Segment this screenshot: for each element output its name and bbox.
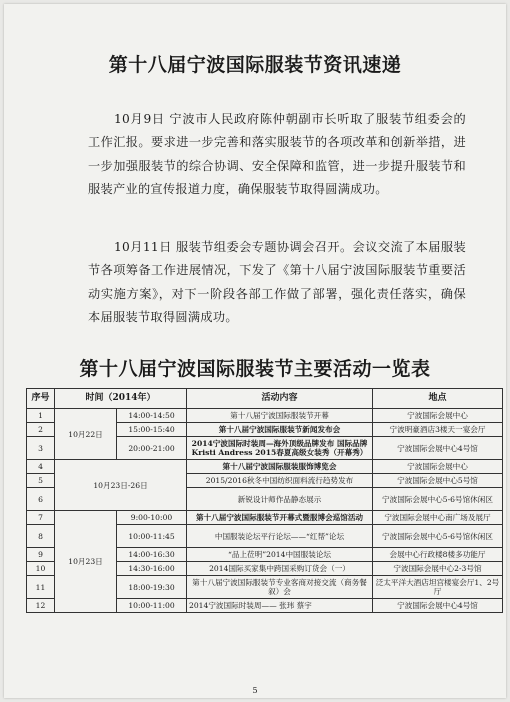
paragraph-2-text: 10月11日 服装节组委会专题协调会召开。会议交流了本届服装节各项筹备工作进展情况，下发了《第十八届宁波国际服装节重要活动实施方案》，对下一阶段各部工作做了部署，强化责任落实，确保本届服装节取得圆满成功。 (88, 240, 466, 325)
row-place: 宁波国际会展中心 (373, 460, 503, 474)
table-title: 第十八届宁波国际服装节主要活动一览表 (79, 358, 431, 380)
row-content: 中国服装论坛平行论坛——“红帮”论坛 (187, 525, 373, 548)
row-no: 11 (27, 576, 55, 599)
row-content: 2014宁波国际时装周—— 张玮 蔡宇 (187, 599, 373, 613)
row-place: 泛太平洋大酒店坦宫楼宴会厅1、2号厅 (373, 576, 503, 599)
row-no: 6 (27, 488, 55, 511)
row-place: 宁波国际会展中心4号馆 (373, 599, 503, 613)
row-place: 宁波国际会展中心2-3号馆 (373, 562, 503, 576)
table-row (27, 409, 503, 423)
page-number: 5 (252, 686, 258, 695)
row-no: 7 (27, 511, 55, 525)
header-time: 时间（2014年） (55, 389, 187, 409)
row-content: 第十八届宁波国际服装节开幕式暨服博会巡馆活动 (187, 511, 373, 525)
row-no: 9 (27, 548, 55, 562)
row-place: 宁波国际会展中心 (373, 409, 503, 423)
row-place: 宁波国际会展中心南广场及展厅 (373, 511, 503, 525)
page-title: 第十八届宁波国际服装节资讯速递 (108, 54, 402, 76)
activities-table (26, 388, 503, 613)
row-time: 20:00-21:00 (117, 437, 187, 460)
row-content: 第十八届宁波国际服装服饰博览会 (187, 460, 373, 474)
document-page (4, 4, 506, 698)
table-header-row (27, 389, 503, 409)
row-no: 10 (27, 562, 55, 576)
row-place: 会展中心行政楼8楼多功能厅 (373, 548, 503, 562)
header-content: 活动内容 (187, 389, 373, 409)
row-place: 宁波国际会展中心4号馆 (373, 437, 503, 460)
row-content: 2015/2016秋冬中国纺织面料流行趋势发布 (187, 474, 373, 488)
row-no: 12 (27, 599, 55, 613)
row-time: 14:00-16:30 (117, 548, 187, 562)
row-content: 2014宁波国际时装周—海外顶级品牌发布 国际品牌Kristi Andress 2015春夏高级女装秀（开幕秀） (187, 437, 373, 460)
paragraph-2 (88, 236, 466, 330)
row-time: 18:00-19:30 (117, 576, 187, 599)
row-no: 3 (27, 437, 55, 460)
row-place: 宁波国际会展中心5-6号馆休闲区 (373, 525, 503, 548)
row-no: 5 (27, 474, 55, 488)
row-no: 8 (27, 525, 55, 548)
row-place: 宁波明豪酒店3楼天一宴会厅 (373, 423, 503, 437)
row-time: 14:00-14:50 (117, 409, 187, 423)
row-time: 14:30-16:00 (117, 562, 187, 576)
header-place: 地点 (373, 389, 503, 409)
row-content: “品上莅明”2014中国服装论坛 (187, 548, 373, 562)
row-content: 第十八届宁波国际服装节开幕 (187, 409, 373, 423)
row-place: 宁波国际会展中心5-6号馆休闲区 (373, 488, 503, 511)
table-row (27, 460, 503, 474)
row-content: 2014国际买家集中跨国采购订货会（一） (187, 562, 373, 576)
paragraph-1 (88, 108, 466, 202)
row-content: 第十八届宁波国际服装节新闻发布会 (187, 423, 373, 437)
date-group: 10月23日-26日 (55, 460, 187, 511)
row-time: 9:00-10:00 (117, 511, 187, 525)
paragraph-1-text: 10月9日 宁波市人民政府陈仲朝副市长听取了服装节组委会的工作汇报。要求进一步完善和落实服装节的各项改革和创新举措，进一步加强服装节的综合协调、安全保障和监管，进一步提升服装节和服装产业的宣传报道力度，确保服装节取得圆满成功。 (88, 112, 466, 197)
row-content: 第十八届宁波国际服装节专业客商对接交流（商务餐叙）会 (187, 576, 373, 599)
row-time: 10:00-11:45 (117, 525, 187, 548)
date-group: 10月22日 (55, 409, 117, 460)
row-time: 10:00-11:00 (117, 599, 187, 613)
header-no: 序号 (27, 389, 55, 409)
row-no: 2 (27, 423, 55, 437)
row-no: 4 (27, 460, 55, 474)
row-place: 宁波国际会展中心5号馆 (373, 474, 503, 488)
date-group: 10月23日 (55, 511, 117, 613)
row-no: 1 (27, 409, 55, 423)
row-content: 新锐设计师作品静态展示 (187, 488, 373, 511)
table-row (27, 511, 503, 525)
row-time: 15:00-15:40 (117, 423, 187, 437)
